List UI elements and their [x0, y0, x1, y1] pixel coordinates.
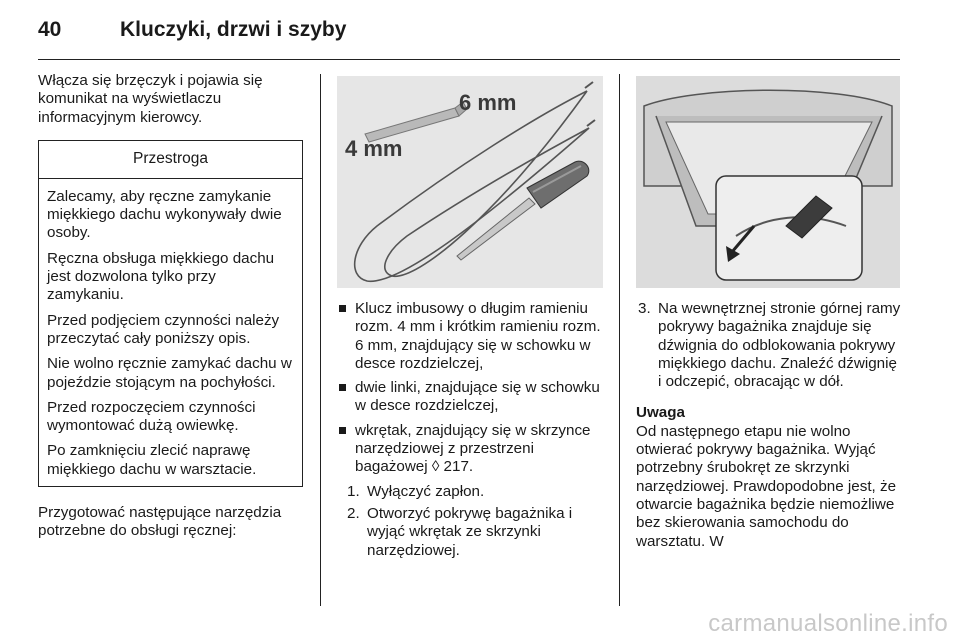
page-number: 40 — [38, 18, 62, 41]
list-item: wkrętak, znajdujący się w skrzynce narzędziowej z przestrzeni bagażowej ◊ 217. — [337, 422, 605, 477]
label-4mm: 4 mm — [345, 136, 403, 161]
warning-paragraph: Przed rozpoczęciem czynności wymontować dużą owiewkę. — [47, 398, 256, 435]
warning-paragraph: Nie wolno ręcznie zamykać dachu w pojeździe stojącym na pochyłości. — [47, 355, 292, 391]
column-2 — [337, 72, 605, 564]
header-rule — [38, 59, 900, 60]
warning-paragraph: Zalecamy, aby ręczne zamykanie miękkiego dachu wykonywały dwie osoby. — [47, 187, 282, 242]
warning-paragraph: Przed podjęciem czynności należy przeczytać cały poniższy opis. — [47, 311, 280, 347]
tools-intro-paragraph: Przygotować następujące narzędzia potrzebne do obsługi ręcznej: — [38, 504, 282, 540]
tools-list — [337, 300, 605, 477]
lever-detail-icon — [716, 176, 862, 280]
bullet-square-icon — [339, 305, 346, 312]
column-divider-2 — [619, 74, 620, 606]
tools-illustration-svg — [337, 76, 603, 288]
step-item: 3. Na wewnętrznej stronie górnej ramy pokrywy bagażnika znajduje się dźwignia do odblokowania pokrywy miękkiego dachu. Znaleźć dźwignię i odczepić, obracając w dół. — [638, 300, 901, 391]
steps-list — [337, 483, 605, 560]
trunk-lid-illustration — [636, 76, 900, 288]
list-item: dwie linki, znajdujące się w schowku w desce rozdzielczej, — [337, 379, 605, 416]
warning-body — [39, 179, 302, 486]
step-item: 2. Otworzyć pokrywę bagażnika i wyjąć wkrętak ze skrzynki narzędziowej. — [347, 504, 573, 559]
bullet-square-icon — [339, 384, 346, 391]
warning-title: Przestroga — [39, 141, 302, 179]
tools-illustration — [337, 76, 603, 288]
note-text: Od następnego etapu nie wolno otwierać pokrywy bagażnika. Wyjąć potrzebny śrubokręt ze skrzynki narzędziowej. Prawdopodobne jest, że otwarcie bagażnika będzie niemożliwe bez skierowania samochodu do warsztatu. W — [636, 422, 897, 550]
note-heading: Uwaga — [636, 404, 685, 422]
label-6mm: 6 mm — [459, 90, 517, 115]
warning-paragraph: Ręczna obsługa miękkiego dachu jest dozwolona tylko przy zamykaniu. — [47, 249, 275, 304]
trunk-lid-illustration-svg — [636, 76, 900, 288]
column-3 — [636, 72, 902, 551]
column-1 — [38, 72, 303, 541]
steps-list — [636, 300, 902, 391]
page-header — [38, 18, 346, 50]
list-item: Klucz imbusowy o długim ramieniu rozm. 4 mm i krótkim ramieniu rozm. 6 mm, znajdujący się w schowku w desce rozdzielczej, — [337, 300, 605, 373]
watermark-text: carmanualsonline.info — [708, 610, 948, 637]
step-item: 1. Wyłączyć zapłon. — [347, 482, 485, 500]
page-title: Kluczyki, drzwi i szyby — [120, 18, 347, 41]
warning-box — [38, 140, 303, 487]
intro-paragraph: Włącza się brzęczyk i pojawia się komunikat na wyświetlaczu informacyjnym kierowcy. — [38, 72, 263, 126]
warning-paragraph: Po zamknięciu zlecić naprawę miękkiego dachu w warsztacie. — [47, 442, 257, 478]
bullet-square-icon — [339, 427, 346, 434]
column-divider-1 — [320, 74, 321, 606]
